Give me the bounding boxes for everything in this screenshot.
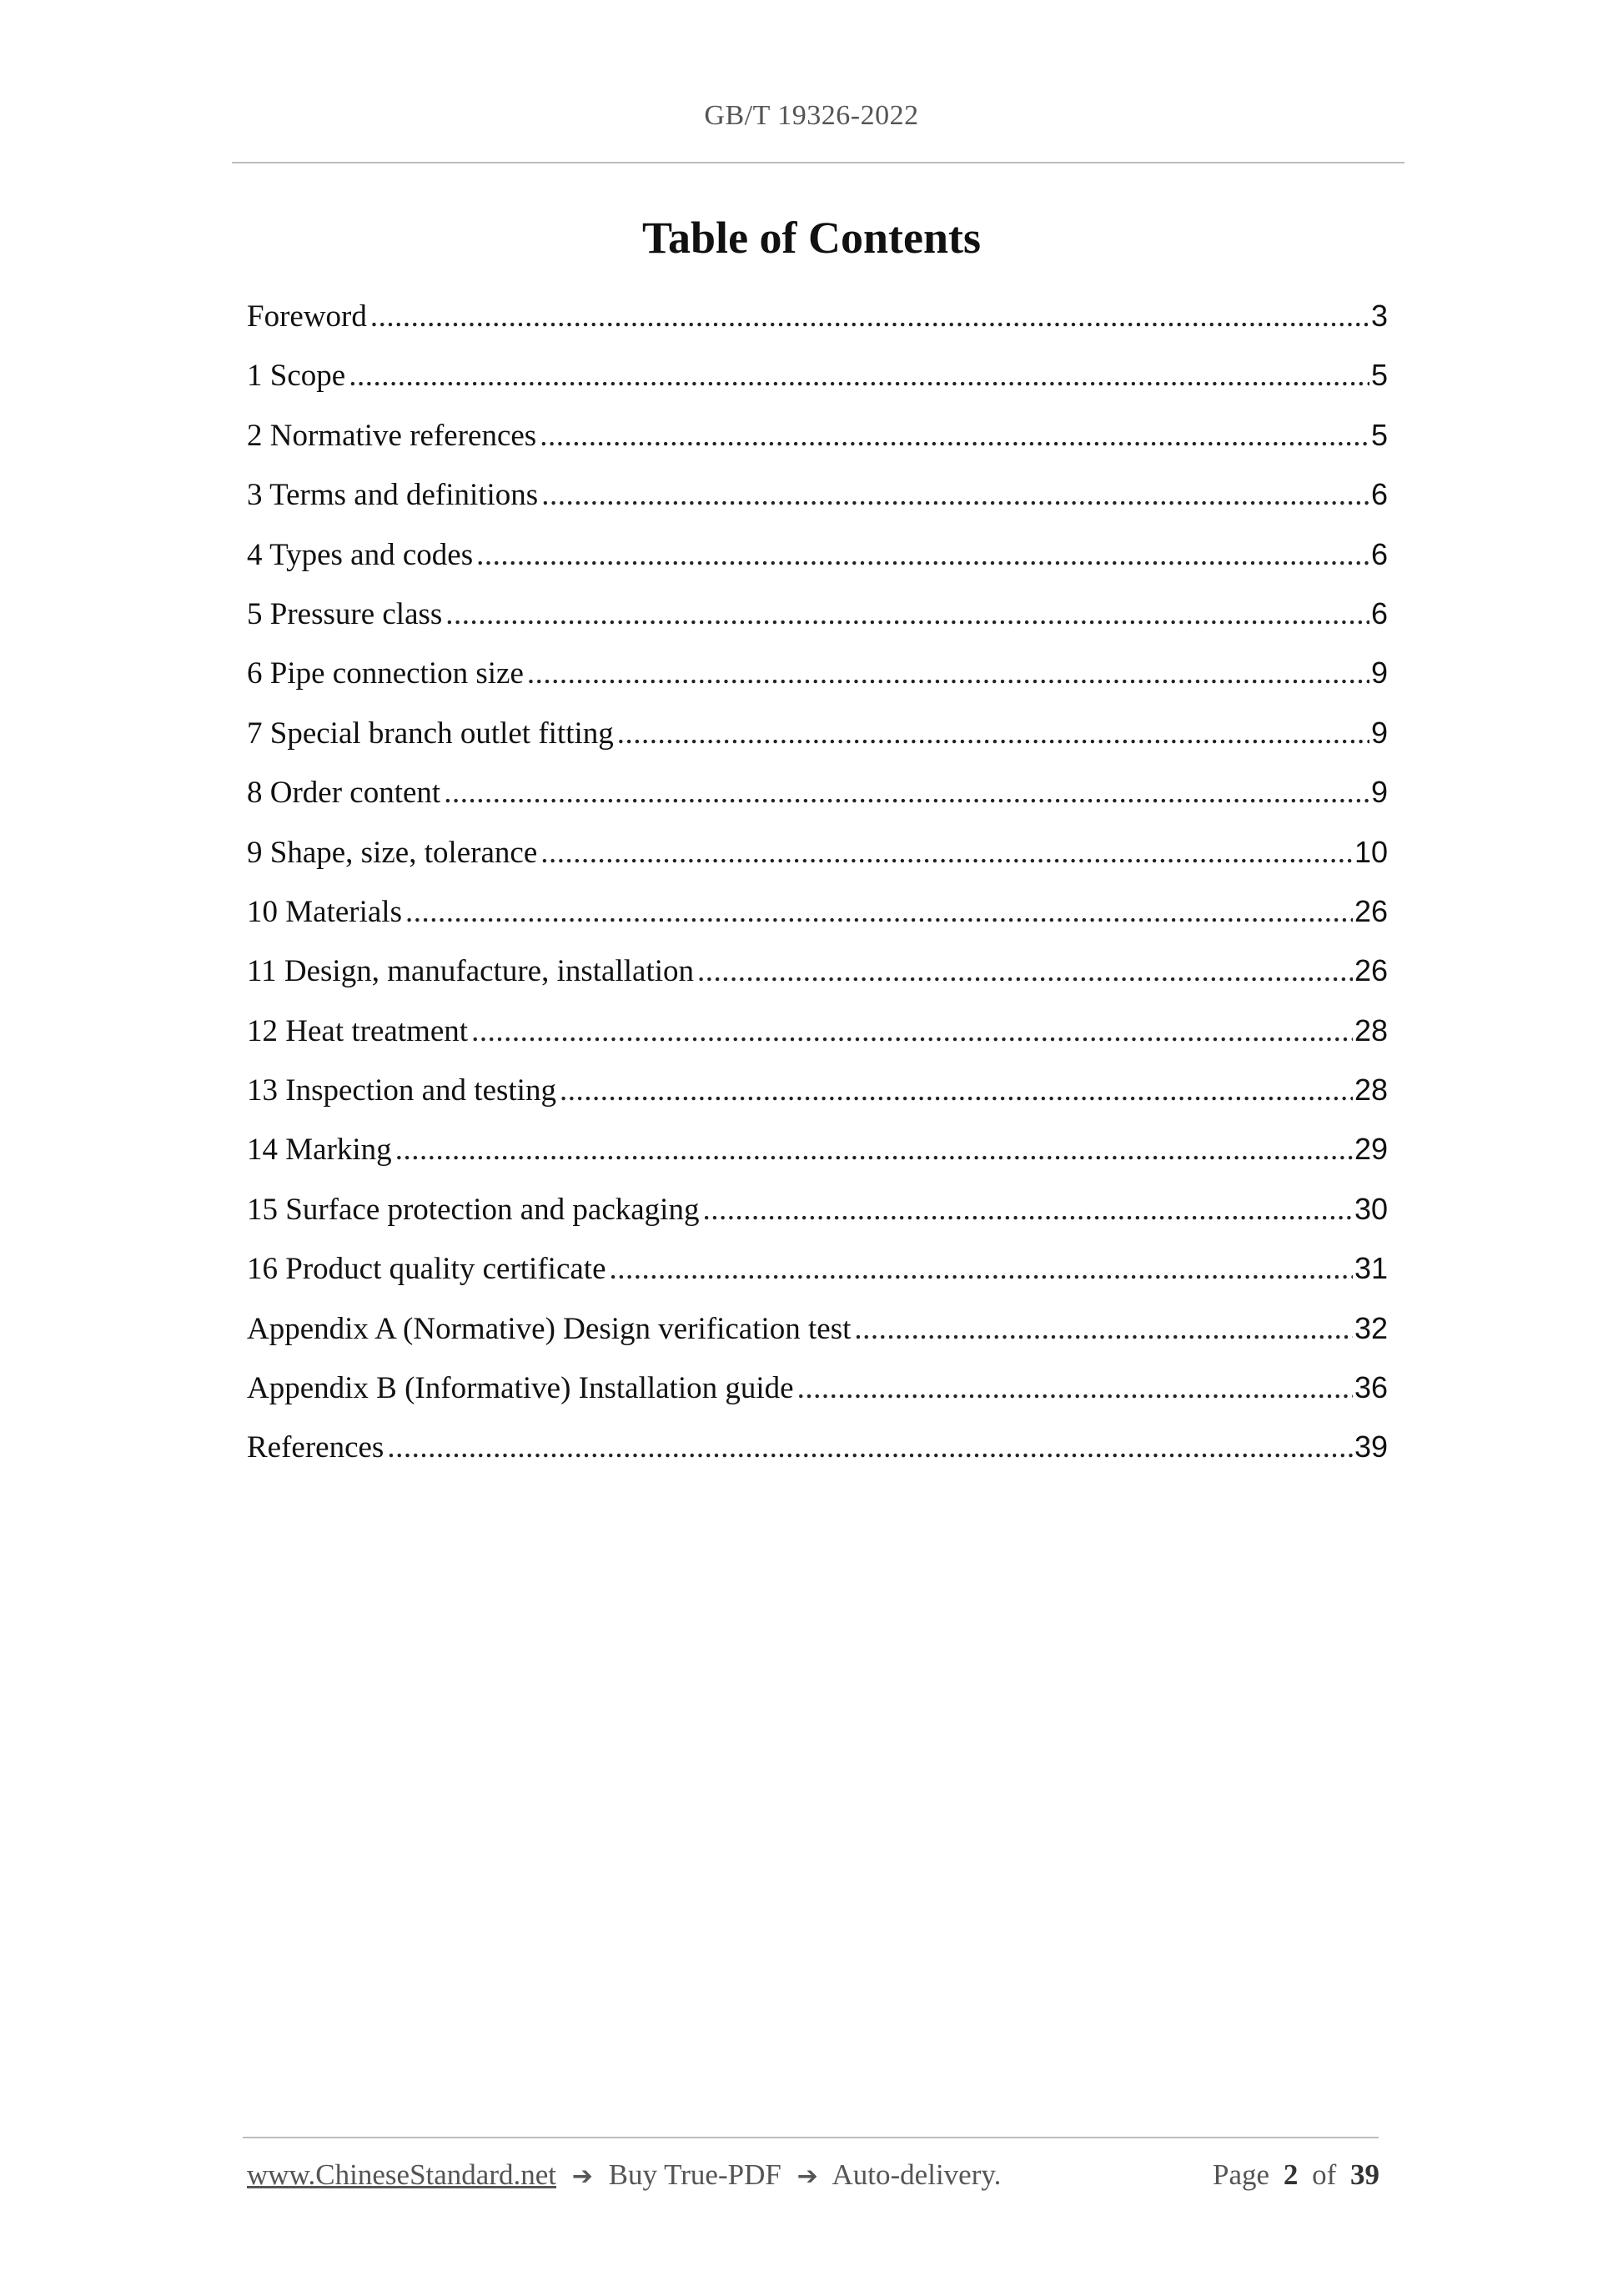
toc-entry-label: 7 Special branch outlet fitting (247, 716, 614, 751)
toc-entry-label: 6 Pipe connection size (247, 656, 524, 691)
delivery-text: Auto-delivery. (832, 2158, 1002, 2191)
toc-entry[interactable] (247, 894, 1388, 953)
toc-entry[interactable] (247, 299, 1388, 358)
toc-entry-label: 16 Product quality certificate (247, 1252, 606, 1287)
toc-entry-page-number: 5 (1370, 358, 1388, 393)
toc-entry[interactable] (247, 1013, 1388, 1073)
toc-entry[interactable] (247, 537, 1388, 596)
page-title: Table of Contents (641, 213, 982, 263)
toc-dot-leader (617, 716, 1369, 751)
toc-entry[interactable] (247, 656, 1388, 715)
toc-entry-page-number: 28 (1354, 1012, 1388, 1048)
toc-entry-page-number: 26 (1354, 893, 1388, 928)
toc-entry-label: 8 Order content (247, 776, 441, 811)
toc-entry-label: 9 Shape, size, tolerance (247, 835, 538, 870)
toc-dot-leader (854, 1311, 1353, 1347)
table-of-contents (247, 299, 1388, 1490)
toc-entry[interactable] (247, 596, 1388, 656)
arrow-right-icon: ➔ (571, 2162, 593, 2191)
toc-dot-leader (797, 1370, 1353, 1406)
toc-entry-page-number: 30 (1354, 1191, 1388, 1226)
of-word: of (1312, 2158, 1337, 2191)
toc-entry-label: Appendix A (Normative) Design verification test (247, 1311, 852, 1346)
toc-dot-leader (697, 953, 1353, 989)
header-divider (232, 162, 1404, 163)
page-footer (247, 2158, 1379, 2200)
toc-dot-leader (541, 477, 1369, 513)
toc-entry[interactable] (247, 477, 1388, 536)
toc-dot-leader (349, 358, 1369, 394)
buy-text: Buy True-PDF (608, 2158, 781, 2191)
toc-entry-label: 4 Types and codes (247, 537, 474, 572)
toc-entry-page-number: 31 (1354, 1251, 1388, 1286)
toc-entry-page-number: 6 (1370, 477, 1388, 512)
toc-entry-page-number: 9 (1370, 715, 1388, 750)
toc-entry[interactable] (247, 1370, 1388, 1429)
toc-entry-label: 15 Surface protection and packaging (247, 1192, 700, 1227)
toc-dot-leader (560, 1073, 1353, 1108)
toc-entry-page-number: 32 (1354, 1310, 1388, 1345)
toc-entry[interactable] (247, 716, 1388, 775)
toc-dot-leader (702, 1192, 1352, 1228)
toc-entry[interactable] (247, 1311, 1388, 1370)
toc-entry-label: References (247, 1430, 384, 1465)
toc-entry[interactable] (247, 1192, 1388, 1251)
toc-entry-page-number: 9 (1370, 775, 1388, 810)
current-page-number: 2 (1283, 2158, 1299, 2191)
arrow-right-icon: ➔ (796, 2162, 818, 2191)
toc-entry-label: 3 Terms and definitions (247, 478, 539, 513)
footer-divider (243, 2137, 1379, 2138)
total-pages-number: 39 (1350, 2158, 1379, 2191)
toc-entry-page-number: 5 (1370, 417, 1388, 452)
toc-entry-page-number: 3 (1370, 299, 1388, 333)
toc-entry[interactable] (247, 953, 1388, 1012)
toc-entry[interactable] (247, 1429, 1388, 1489)
running-header: GB/T 19326-2022 (704, 100, 919, 131)
toc-entry-label: 12 Heat treatment (247, 1013, 469, 1048)
toc-entry[interactable] (247, 1132, 1388, 1191)
toc-entry[interactable] (247, 1073, 1388, 1132)
toc-entry[interactable] (247, 1251, 1388, 1310)
toc-entry[interactable] (247, 418, 1388, 477)
toc-entry-page-number: 26 (1354, 953, 1388, 988)
toc-entry[interactable] (247, 835, 1388, 894)
toc-entry-label: 5 Pressure class (247, 596, 443, 631)
toc-entry-label: 14 Marking (247, 1133, 392, 1168)
toc-entry-label: Foreword (247, 299, 367, 334)
toc-entry[interactable] (247, 775, 1388, 834)
toc-dot-leader (370, 299, 1369, 334)
toc-dot-leader (471, 1013, 1353, 1049)
toc-entry-page-number: 10 (1354, 834, 1388, 869)
toc-dot-leader (395, 1132, 1353, 1168)
toc-entry-label: 1 Scope (247, 359, 346, 394)
toc-entry-page-number: 28 (1354, 1073, 1388, 1108)
toc-entry-page-number: 39 (1354, 1429, 1388, 1465)
toc-entry-page-number: 6 (1370, 595, 1388, 631)
toc-entry-page-number: 6 (1370, 536, 1388, 571)
toc-entry-page-number: 36 (1354, 1370, 1388, 1405)
toc-entry-label: 11 Design, manufacture, installation (247, 954, 695, 989)
toc-dot-leader (540, 418, 1369, 454)
toc-dot-leader (445, 596, 1369, 632)
website-link[interactable]: www.ChineseStandard.net (247, 2158, 556, 2191)
toc-dot-leader (476, 537, 1369, 573)
toc-dot-leader (444, 775, 1369, 811)
toc-dot-leader (387, 1429, 1353, 1465)
page-word: Page (1213, 2158, 1270, 2191)
toc-dot-leader (540, 835, 1353, 871)
toc-dot-leader (527, 656, 1369, 691)
page-indicator (1213, 2158, 1379, 2192)
toc-dot-leader (610, 1251, 1353, 1287)
toc-entry-page-number: 29 (1354, 1132, 1388, 1167)
toc-entry-label: 10 Materials (247, 894, 402, 929)
toc-entry[interactable] (247, 358, 1388, 417)
footer-promo (247, 2158, 1001, 2192)
toc-entry-label: 2 Normative references (247, 418, 537, 453)
toc-entry-page-number: 9 (1370, 656, 1388, 691)
toc-entry-label: Appendix B (Informative) Installation guide (247, 1371, 794, 1406)
toc-dot-leader (405, 894, 1353, 930)
toc-entry-label: 13 Inspection and testing (247, 1073, 556, 1108)
